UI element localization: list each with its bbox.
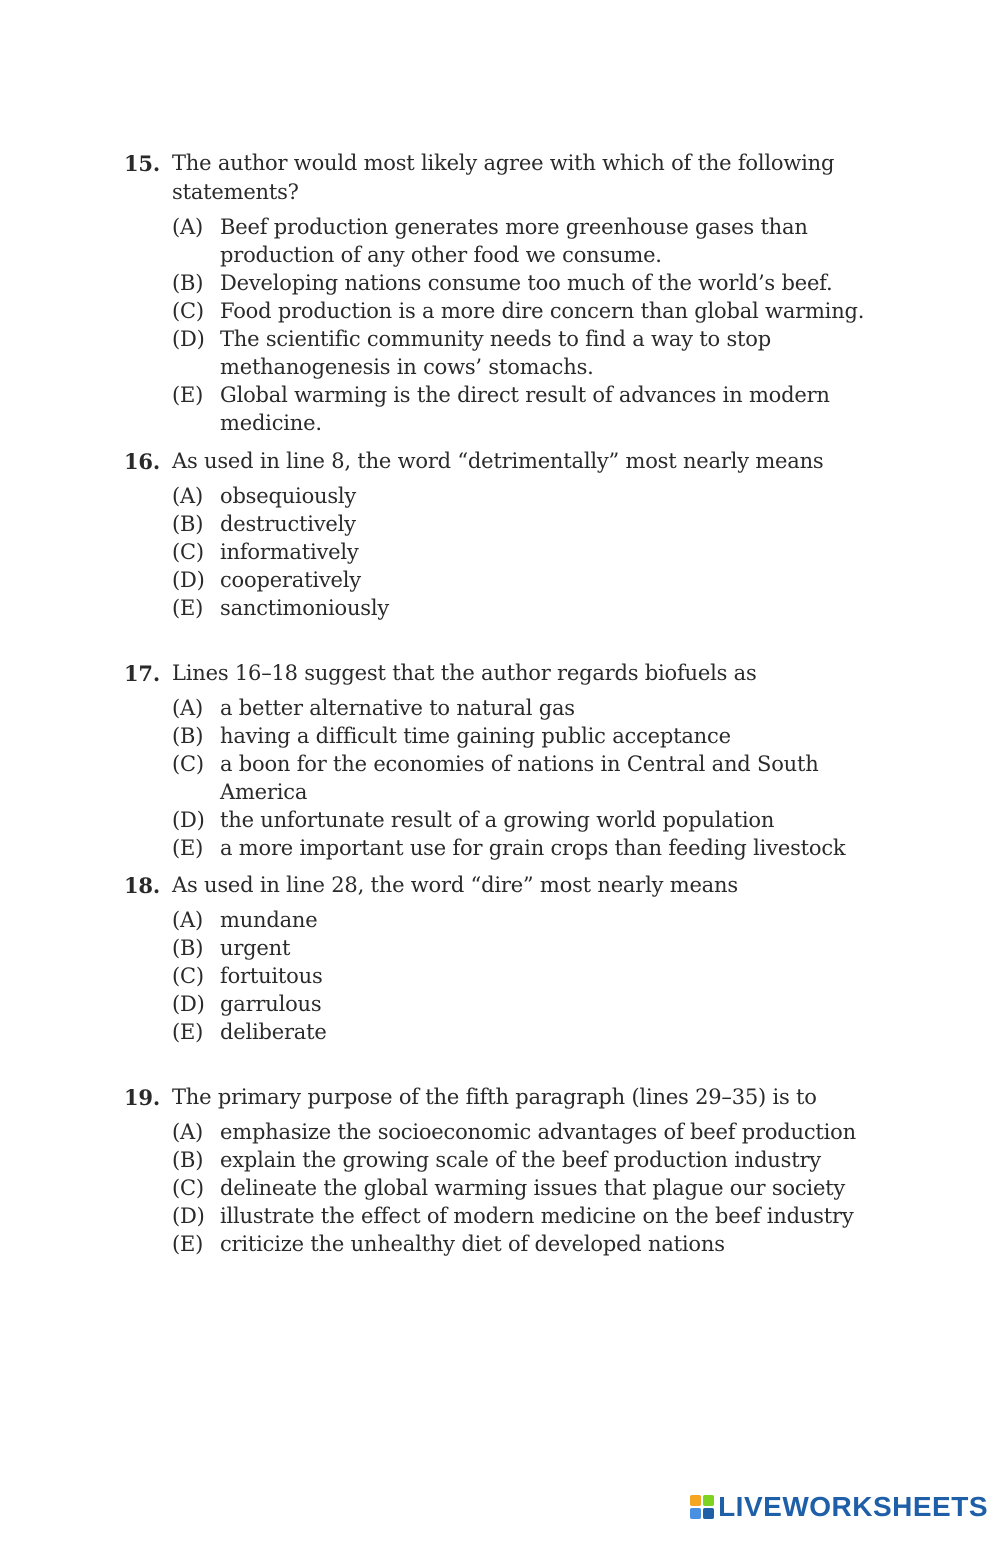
choice-letter: (B) <box>172 1148 204 1172</box>
choice-letter: (C) <box>172 752 204 776</box>
question-stem <box>124 871 904 900</box>
question-stem <box>124 659 904 688</box>
choice-text: mundane <box>220 908 318 932</box>
answer-choice[interactable] <box>172 566 904 594</box>
choice-text: sanctimoniously <box>220 596 390 620</box>
question-text: As used in line 8, the word “detrimentally” most nearly means <box>172 449 824 473</box>
answer-choice[interactable] <box>172 1202 904 1230</box>
choice-text: a better alternative to natural gas <box>220 696 575 720</box>
question-number: 18. <box>124 873 160 898</box>
question-18 <box>124 871 904 1046</box>
choice-text: The scientific community needs to find a way to stop methanogenesis in cows’ stomachs. <box>220 327 771 379</box>
question-stem <box>124 447 904 476</box>
choice-text: urgent <box>220 936 291 960</box>
liveworksheets-logo <box>690 1491 988 1523</box>
answer-choice[interactable] <box>172 1146 904 1174</box>
choice-letter: (D) <box>172 992 205 1016</box>
choice-letter: (C) <box>172 1176 204 1200</box>
choice-text: the unfortunate result of a growing world population <box>220 808 775 832</box>
choice-letter: (C) <box>172 964 204 988</box>
choice-letter: (E) <box>172 1232 204 1256</box>
answer-choice[interactable] <box>172 834 904 862</box>
choice-letter: (E) <box>172 1020 204 1044</box>
choice-letter: (B) <box>172 724 204 748</box>
choice-text: destructively <box>220 512 356 536</box>
choice-text: obsequiously <box>220 484 357 508</box>
choice-letter: (D) <box>172 1204 205 1228</box>
choice-text: cooperatively <box>220 568 361 592</box>
answer-choice[interactable] <box>172 269 904 297</box>
answer-choice[interactable] <box>172 722 904 750</box>
choice-text: emphasize the socioeconomic advantages of beef production <box>220 1120 856 1144</box>
choice-letter: (C) <box>172 540 204 564</box>
question-16 <box>124 447 904 622</box>
answer-choice[interactable] <box>172 990 904 1018</box>
choice-text: Beef production generates more greenhouse gases than production of any other food we consume. <box>220 215 808 267</box>
choice-text: a boon for the economies of nations in Central and South America <box>220 752 819 804</box>
question-number: 16. <box>124 449 160 474</box>
question-text: The author would most likely agree with which of the following statements? <box>172 151 835 204</box>
choice-letter: (E) <box>172 596 204 620</box>
question-number: 19. <box>124 1085 160 1110</box>
answer-choice[interactable] <box>172 325 904 381</box>
answer-choice[interactable] <box>172 962 904 990</box>
answer-choice[interactable] <box>172 213 904 269</box>
choice-letter: (A) <box>172 696 203 720</box>
choice-letter: (A) <box>172 484 203 508</box>
answer-choice[interactable] <box>172 694 904 722</box>
question-15 <box>124 149 904 437</box>
choice-text: illustrate the effect of modern medicine on the beef industry <box>220 1204 854 1228</box>
answer-choice[interactable] <box>172 594 904 622</box>
answer-choice[interactable] <box>172 1118 904 1146</box>
choice-letter: (D) <box>172 568 205 592</box>
choice-text: a more important use for grain crops than feeding livestock <box>220 836 846 860</box>
choice-text: fortuitous <box>220 964 323 988</box>
answer-choice[interactable] <box>172 806 904 834</box>
answer-choice[interactable] <box>172 1174 904 1202</box>
question-17 <box>124 659 904 862</box>
logo-text: LIVEWORKSHEETS <box>718 1491 988 1522</box>
choice-text: Food production is a more dire concern than global warming. <box>220 299 865 323</box>
question-number: 17. <box>124 661 160 686</box>
choice-letter: (D) <box>172 327 205 351</box>
answer-choices <box>172 1118 904 1258</box>
choice-letter: (A) <box>172 908 203 932</box>
choice-letter: (A) <box>172 1120 203 1144</box>
choice-text: delineate the global warming issues that plague our society <box>220 1176 846 1200</box>
answer-choices <box>172 906 904 1046</box>
answer-choice[interactable] <box>172 381 904 437</box>
question-19 <box>124 1083 904 1258</box>
choice-letter: (E) <box>172 836 204 860</box>
choice-text: garrulous <box>220 992 322 1016</box>
choice-letter: (C) <box>172 299 204 323</box>
answer-choice[interactable] <box>172 1018 904 1046</box>
choice-letter: (B) <box>172 271 204 295</box>
answer-choice[interactable] <box>172 906 904 934</box>
choice-text: criticize the unhealthy diet of developed nations <box>220 1232 725 1256</box>
answer-choice[interactable] <box>172 1230 904 1258</box>
answer-choices <box>172 694 904 862</box>
answer-choice[interactable] <box>172 538 904 566</box>
question-text: Lines 16–18 suggest that the author regards biofuels as <box>172 661 757 685</box>
answer-choice[interactable] <box>172 510 904 538</box>
question-stem <box>124 149 904 207</box>
choice-text: having a difficult time gaining public acceptance <box>220 724 731 748</box>
choice-letter: (E) <box>172 383 204 407</box>
answer-choice[interactable] <box>172 482 904 510</box>
answer-choice[interactable] <box>172 750 904 806</box>
choice-text: explain the growing scale of the beef production industry <box>220 1148 821 1172</box>
choice-letter: (A) <box>172 215 203 239</box>
choice-letter: (B) <box>172 936 204 960</box>
choice-letter: (D) <box>172 808 205 832</box>
choice-text: Global warming is the direct result of advances in modern medicine. <box>220 383 830 435</box>
answer-choice[interactable] <box>172 297 904 325</box>
question-number: 15. <box>124 151 160 176</box>
question-text: The primary purpose of the fifth paragraph (lines 29–35) is to <box>172 1085 817 1109</box>
choice-text: Developing nations consume too much of the world’s beef. <box>220 271 833 295</box>
answer-choices <box>172 213 904 437</box>
liveworksheets-logo-icon <box>690 1495 714 1519</box>
choice-letter: (B) <box>172 512 204 536</box>
choice-text: informatively <box>220 540 359 564</box>
choice-text: deliberate <box>220 1020 327 1044</box>
answer-choice[interactable] <box>172 934 904 962</box>
question-text: As used in line 28, the word “dire” most nearly means <box>172 873 738 897</box>
question-stem <box>124 1083 904 1112</box>
answer-choices <box>172 482 904 622</box>
